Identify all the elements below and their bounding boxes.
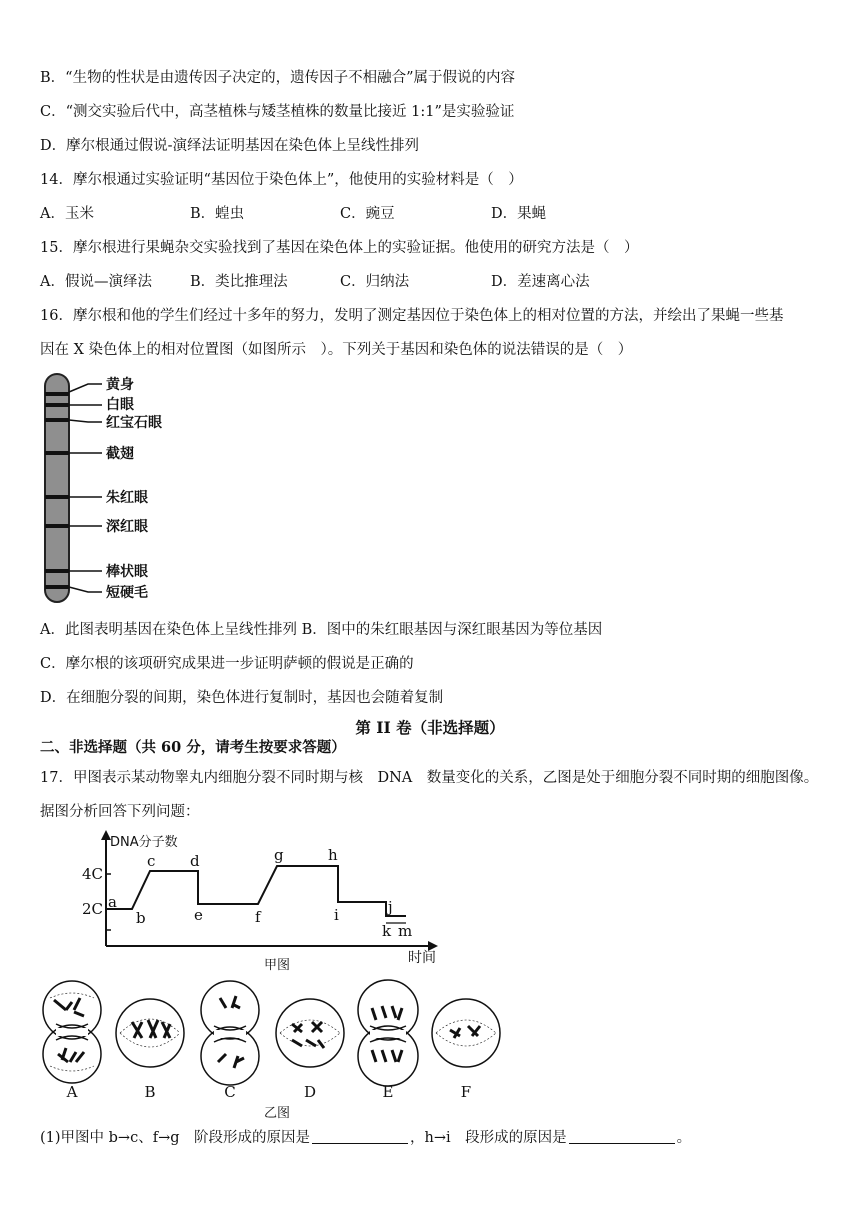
graph-point-d: d bbox=[190, 852, 200, 870]
graph-point-e: e bbox=[194, 906, 203, 924]
cell-c bbox=[201, 981, 259, 1085]
answer-blank-2[interactable] bbox=[569, 1129, 675, 1144]
q13-option-c: C．“测交实验后代中，高茎植株与矮茎植株的数量比接近 1:1”是实验验证 bbox=[40, 104, 515, 120]
graph-point-m: m bbox=[398, 922, 413, 940]
cell-d bbox=[276, 999, 344, 1067]
q15-option-b: B．类比推理法 bbox=[190, 274, 288, 290]
q16-option-ab: A．此图表明基因在染色体上呈线性排列 B．图中的朱红眼基因与深红眼基因为等位基因 bbox=[40, 622, 603, 638]
q17-stem-line1: 17．甲图表示某动物睾丸内细胞分裂不同时期与核 DNA 数量变化的关系，乙图是处于细胞分裂不同时期的细胞图像。 bbox=[40, 770, 819, 786]
cell-images-figure bbox=[36, 978, 516, 1120]
chromosome-figure bbox=[36, 370, 196, 610]
q17-part1 bbox=[40, 1128, 691, 1148]
graph-point-h: h bbox=[328, 846, 338, 864]
graph-point-c: c bbox=[147, 852, 156, 870]
graph-ylabel: DNA分子数 bbox=[110, 835, 178, 850]
graph-point-i: i bbox=[334, 906, 339, 924]
q13-option-b: B．“生物的性状是由遗传因子决定的，遗传因子不相融合”属于假说的内容 bbox=[40, 70, 515, 86]
q15-option-c: C．归纳法 bbox=[340, 274, 410, 290]
cell-e bbox=[358, 980, 418, 1086]
graph-ytick-2c: 2C bbox=[82, 900, 104, 918]
q17-part1-end: 。 bbox=[676, 1130, 692, 1146]
graph-point-f: f bbox=[255, 908, 261, 926]
q14-stem: 14．摩尔根通过实验证明“基因位于染色体上”，他使用的实验材料是（ ） bbox=[40, 172, 523, 188]
dna-content-graph bbox=[70, 828, 450, 978]
q15-stem: 15．摩尔根进行果蝇杂交实验找到了基因在染色体上的实验证据。他使用的研究方法是（ ） bbox=[40, 240, 639, 256]
graph-point-j: j bbox=[388, 898, 393, 916]
cell-label-b: B bbox=[144, 1083, 156, 1101]
cell-label-a: A bbox=[66, 1083, 78, 1101]
q16-stem-line1: 16．摩尔根和他的学生们经过十多年的努力，发明了测定基因位于染色体上的相对位置的方法，并绘出了果蝇一些基 bbox=[40, 308, 784, 324]
q17-part1-middle: ，h→i 段形成的原因是 bbox=[410, 1130, 567, 1146]
cell-label-d: D bbox=[303, 1083, 317, 1101]
section-heading: 二、非选择题（共 60 分，请考生按要求答题） bbox=[40, 739, 346, 756]
q14-option-c: C．豌豆 bbox=[340, 206, 395, 222]
q16-option-d: D．在细胞分裂的间期，染色体进行复制时，基因也会随着复制 bbox=[40, 690, 444, 706]
section-title: 第 II 卷（非选择题） bbox=[355, 718, 505, 737]
graph-point-a: a bbox=[108, 893, 117, 911]
cells-caption: 乙图 bbox=[264, 1106, 291, 1120]
graph-point-g: g bbox=[274, 846, 284, 864]
gene-label-yellow-body: 黄身 bbox=[106, 377, 134, 393]
q15-option-d: D．差速离心法 bbox=[491, 274, 590, 290]
q15-option-a: A．假说—演绎法 bbox=[40, 274, 152, 290]
gene-label-short-bristle: 短硬毛 bbox=[106, 585, 148, 601]
graph-point-b: b bbox=[136, 909, 146, 927]
graph-ytick-4c: 4C bbox=[82, 865, 104, 883]
graph-point-k: k bbox=[382, 922, 392, 940]
gene-label-cut-wing: 截翅 bbox=[106, 446, 134, 462]
q17-stem-line2: 据图分析回答下列问题： bbox=[40, 804, 200, 820]
q14-option-b: B．蝗虫 bbox=[190, 206, 245, 222]
gene-label-deep-red-eye: 深红眼 bbox=[106, 519, 148, 535]
cell-label-c: C bbox=[224, 1083, 236, 1101]
q16-option-c: C．摩尔根的该项研究成果进一步证明萨顿的假说是正确的 bbox=[40, 656, 414, 672]
graph-caption: 甲图 bbox=[264, 958, 291, 973]
cell-label-f: F bbox=[460, 1083, 472, 1101]
gene-label-bar-eye: 棒状眼 bbox=[106, 564, 148, 580]
cell-f bbox=[432, 999, 500, 1067]
gene-label-white-eye: 白眼 bbox=[106, 397, 134, 413]
cell-label-e: E bbox=[382, 1083, 394, 1101]
answer-blank-1[interactable] bbox=[312, 1129, 408, 1144]
q14-option-d: D．果蝇 bbox=[491, 206, 547, 222]
gene-label-ruby-eye: 红宝石眼 bbox=[106, 415, 162, 431]
q13-option-d: D．摩尔根通过假说-演绎法证明基因在染色体上呈线性排列 bbox=[40, 138, 420, 154]
cell-b bbox=[116, 999, 184, 1067]
gene-label-vermilion-eye: 朱红眼 bbox=[106, 490, 148, 506]
cell-a bbox=[43, 981, 101, 1083]
q17-part1-prefix: (1)甲图中 b→c、f→g 阶段形成的原因是 bbox=[40, 1130, 310, 1146]
q14-option-a: A．玉米 bbox=[40, 206, 94, 222]
q16-stem-line2: 因在 X 染色体上的相对位置图（如图所示 ）。下列关于基因和染色体的说法错误的是（ ） bbox=[40, 342, 633, 358]
graph-xlabel: 时间 bbox=[408, 950, 436, 966]
